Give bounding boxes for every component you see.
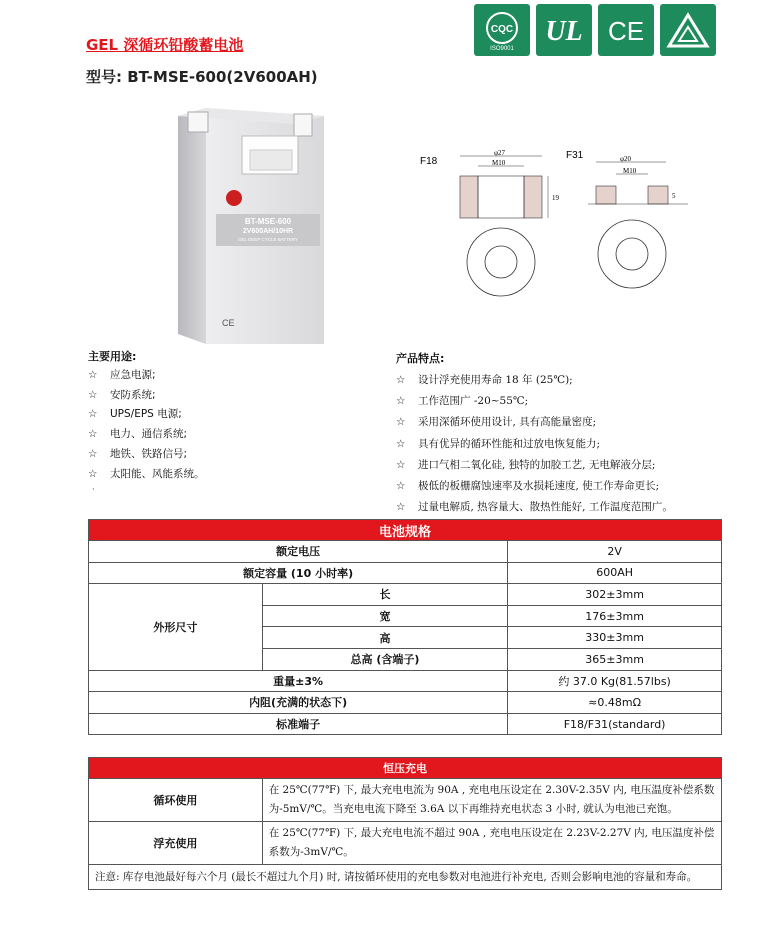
spec-cell: 约 37.0 Kg(81.57lbs) [508, 670, 722, 692]
spec-cell: 302±3mm [508, 584, 722, 606]
table-row [89, 822, 722, 865]
list-item: ☆ UPS/EPS 电源; [88, 405, 205, 425]
table-row [89, 562, 722, 584]
f18-label: F18 [420, 156, 438, 167]
spec-cell: 宽 [262, 605, 508, 627]
spec-cell: 总高 (含端子) [262, 648, 508, 670]
ce-text: CE [607, 16, 645, 46]
list-item: ☆ 地铁、铁路信号; [88, 445, 205, 465]
features-list [396, 370, 673, 518]
spec-cell: 176±3mm [508, 605, 722, 627]
charge-cell: 循环使用 [89, 779, 263, 822]
spec-table-title: 电池规格 [89, 520, 722, 541]
charge-cell: 在 25℃(77℉) 下, 最大充电电流不超过 90A , 充电电压设定在 2.23V-2.27V 内, 电压温度补偿系数为-3mV/℃。 [262, 822, 721, 865]
spec-cell: 600AH [508, 562, 722, 584]
spec-cell: 内阻(充满的状态下) [89, 692, 508, 714]
list-item: ☆ 过量电解质, 热容量大、散热性能好, 工作温度范围广。 [396, 497, 673, 518]
list-item: ☆ 采用深循环使用设计, 具有高能量密度; [396, 412, 673, 433]
list-item: ☆ 工作范围广 -20~55℃; [396, 391, 673, 412]
table-row [89, 779, 722, 822]
battery-label-capacity: 2V600AH/10HR [242, 228, 294, 235]
triangle-mark-icon [660, 4, 716, 56]
f18-thread: M10 [492, 159, 506, 167]
list-item: ☆ 安防系统; [88, 386, 205, 406]
list-item: ☆ 具有优异的循环性能和过放电恢复能力; [396, 434, 673, 455]
iso-text: ISO9001 [490, 46, 514, 52]
f18-dia: φ27 [494, 149, 506, 157]
spec-cell: 额定电压 [89, 541, 508, 563]
battery-label-type: GEL DEEP CYCLE BATTERY [237, 237, 299, 242]
spec-cell: 365±3mm [508, 648, 722, 670]
spec-cell: 330±3mm [508, 627, 722, 649]
cqc-iso9001-icon [474, 4, 530, 56]
list-item: ☆ 设计浮充使用寿命 18 年 (25℃); [396, 370, 673, 391]
spec-cell: 高 [262, 627, 508, 649]
cqc-text: CQC [490, 24, 514, 35]
battery-ce-mark: CE [222, 318, 235, 328]
spec-cell: 外形尺寸 [89, 584, 263, 670]
list-item: ☆ 极低的板栅腐蚀速率及水损耗速度, 使工作寿命更长; [396, 476, 673, 497]
table-row [89, 692, 722, 714]
charge-cell: 浮充使用 [89, 822, 263, 865]
terminal-diagrams [420, 144, 720, 304]
table-row [89, 541, 722, 563]
spec-cell: 标准端子 [89, 713, 508, 735]
product-title: GEL 深循环铅酸蓄电池 [86, 36, 244, 54]
charge-table [88, 757, 722, 890]
battery-image [176, 106, 326, 346]
f18-height: 19 [552, 194, 559, 202]
charge-table-title: 恒压充电 [89, 758, 722, 779]
charge-note: 注意: 库存电池最好每六个月 (最长不超过九个月) 时, 请按循环使用的充电参数对电池进行补充电, 否则会影响电池的容量和寿命。 [89, 865, 722, 890]
list-item: ☆ 应急电源; [88, 366, 205, 386]
spec-cell: 长 [262, 584, 508, 606]
features-title: 产品特点: [396, 352, 445, 365]
brand-logo-icon [226, 190, 242, 206]
table-row [89, 865, 722, 890]
spec-cell: F18/F31(standard) [508, 713, 722, 735]
list-item: ☆ 太阳能、风能系统。 [88, 465, 205, 485]
spec-table [88, 519, 722, 735]
bullet-dot: · [92, 485, 95, 494]
list-item: ☆ 电力、通信系统; [88, 425, 205, 445]
f31-thread: M10 [623, 167, 637, 175]
uses-list [88, 366, 205, 484]
spec-cell: 重量±3% [89, 670, 508, 692]
table-row [89, 584, 722, 606]
f31-label: F31 [566, 150, 584, 161]
battery-label-model: BT-MSE-600 [244, 217, 292, 226]
ce-icon [598, 4, 654, 56]
ul-text: UL [545, 16, 583, 47]
spec-cell: 额定容量 (10 小时率) [89, 562, 508, 584]
spec-cell: ≈0.48mΩ [508, 692, 722, 714]
model-number: 型号: BT-MSE-600(2V600AH) [86, 68, 318, 86]
certification-logos [474, 4, 716, 56]
charge-cell: 在 25℃(77℉) 下, 最大充电电流为 90A , 充电电压设定在 2.30V-2.35V 内, 电压温度补偿系数为-5mV/℃。当充电电流下降至 3.6A 以下再维持充电状态 3 小时, 就认为电池已充饱。 [262, 779, 721, 822]
spec-cell: 2V [508, 541, 722, 563]
uses-title: 主要用途: [88, 350, 137, 363]
f31-dia: φ20 [620, 155, 632, 163]
table-row [89, 670, 722, 692]
f31-height: 5 [672, 192, 676, 200]
ul-icon [536, 4, 592, 56]
table-row [89, 713, 722, 735]
list-item: ☆ 进口气相二氧化硅, 独特的加胶工艺, 无电解液分层; [396, 455, 673, 476]
